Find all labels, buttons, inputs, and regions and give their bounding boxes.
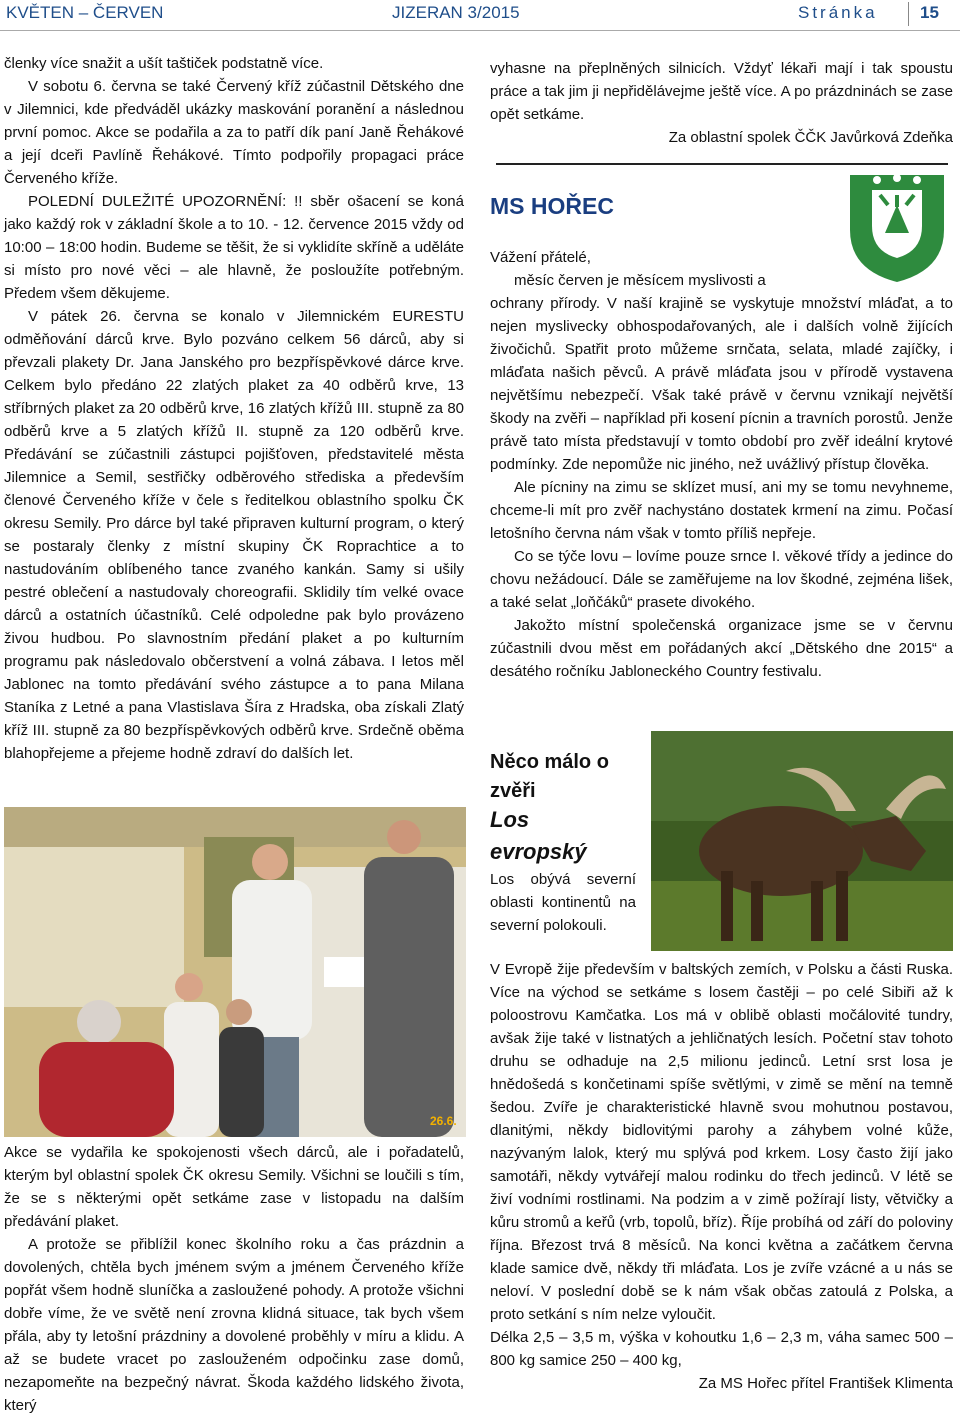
- paragraph: POLEDNÍ DULEŽITÉ UPOZORNĚNÍ: !! sběr ošacení se koná jako každý rok v základní škole a to 10. - 12. července 2015 vždy od 10:00 – 18:00 hodin. Budeme se těšit, že si vyklidíte skříně a uděláte si místo pro nové věci – ale hlavně, že posloužíte potřebným. Předem všem děkujeme.: [4, 193, 464, 302]
- header-publication: JIZERAN 3/2015: [392, 3, 520, 22]
- right-column-top: [490, 57, 953, 149]
- paragraph: měsíc červen je měsícem myslivosti a: [514, 272, 766, 289]
- header-rule: [0, 30, 960, 31]
- signature: Za oblastní spolek ČČK Javůrková Zdeňka: [668, 129, 953, 146]
- header-issue-months: KVĚTEN – ČERVEN: [6, 3, 164, 22]
- paragraph: ochrany přírody. V naší krajině se vyskytuje množství mláďat, a to nejen myslivecky obhospodařovaných, ale i dalších volně žijících živočichů. Spatřit proto můžeme srnčata, selata, mladé zajíčky, i mláďata našich pěvců. A právě mláďata jsou v přírodě vystavena největšímu nebezpečí. Však také právě v červnu vznikají největší škody na zvěři – například při kosení pícnin a travních porostů. Jenže právě tato místa představují v tomto období pro zvěř ideální krytové podmínky. Zde nepomůže nic jiného, než uvážlivý přístup člověka.: [490, 295, 953, 473]
- right-column-hunting: [490, 246, 953, 683]
- article-title: Los evropský: [490, 807, 587, 864]
- paragraph: Délka 2,5 – 3,5 m, výška v kohoutku 1,6 – 2,3 m, váha samec 500 – 800 kg samice 250 – 400 kg,: [490, 1329, 953, 1369]
- paragraph: Akce se vydařila ke spokojenosti všech dárců, ale i pořadatelů, kterým byl oblastní spolek ČK okresu Semily. Všichni se loučili s tím, že se s některými opět setkáme zase v listopadu na dalším předávání plaket.: [4, 1144, 464, 1230]
- paragraph: Ale pícniny na zimu se sklízet musí, ani my se tomu nevyhneme, chceme-li mít pro zvěř nachystáno dostatek krmení na zimu. Počasí letošního června nám však v tomto příliš nepřeje.: [490, 479, 953, 542]
- section-title: MS HOŘEC: [490, 193, 614, 219]
- signature: Za MS Hořec přítel František Klimenta: [698, 1375, 953, 1392]
- page-header: [0, 0, 960, 30]
- left-column-continued: [4, 1141, 464, 1417]
- paragraph: V sobotu 6. června se také Červený kříž zúčastnil Dětského dne v Jilemnici, kde předváděl ukázky maskování poranění a následnou první pomoc. Akce se podařila a za to patří dík paní Janě Řehákové a její dceři Pavlíně Řehákové. Tímto podpořily propagaci práce Červeného kříže.: [4, 78, 464, 187]
- photo-date-stamp: 26.6.: [430, 1114, 457, 1128]
- right-column-moose: [490, 958, 953, 1395]
- paragraph: A protože se přiblížil konec školního roku a čas prázdnin a dovolených, chtěla bych jménem svým a jménem Červeného kříže popřát všem hodně sluníčka a zasloužené pohody. A protože všichni dobře víme, že ve světě není zrovna klidná situace, tak bych všem přála, aby ty letošní prázdniny a dovolené proběhly v míru a klidu. A až se budete vracet po zaslouženém odpočinku zase domů, nezapomeňte na bezpečný návrat. Škoda každého lidského života, který: [4, 1236, 464, 1414]
- paragraph: Jakožto místní společenská organizace jsme se v červnu zúčastnili dvou měst em pořádaných akcí „Dětského dne 2015“ a desátého ročníku Jabloneckého Country festivalu.: [490, 617, 953, 680]
- paragraph: vyhasne na přeplněných silnicích. Vždyť lékaři mají i tak spoustu práce a tak jim ji nepřidělávejme ještě více. A po prázdninách se zase opět setkáme.: [490, 60, 953, 123]
- paragraph: Los obývá severní oblasti kontinentů na severní polokouli.: [490, 871, 636, 934]
- greeting: Vážení přátelé,: [490, 249, 591, 266]
- paragraph: V pátek 26. června se konalo v Jilemnickém EURESTU odměňování dárců krve. Bylo pozváno celkem 56 dárců, aby si převzali plakety Dr. Jana Janského pro bezpříspěvkové dárce krve. Celkem bylo předáno 22 zlatých plaket za 40 odběrů krve, 13 stříbrných plaket za 20 odběrů krve, 16 zlatých křížů III. stupně za 80 odběrů krve a 5 zlatých křížů II. stupně za 120 odběrů krve. Předávání se zúčastnili zástupci pojišťoven, představitelé města Jilemnice a Semil, sestřičky odběrového střediska a především členové Červeného kříže v čele s ředitelkou oblastního spolku ČK okresu Semily. Pro dárce byl také připraven kulturní program, o který se postaraly členky z místní skupiny ČK Roprachtice a to nastudováním oblíbeného tance zvaného kankán. Samy si ušily pestré oblečení a nastudovaly choreografii. Sklidily tím velké ovace dárců a ostatních účastníků. Celé odpoledne pak bylo provázeno živou hudbou. Po slavnostním předání plaket a po kulturním programu pak následovalo občerstvení a volná zábava. I letos měl Jablonec na tomto předávání svého zástupce a to pana Milana Staníka z Letné a pana Vlastislava Šíra z Hradska, oba získali Zlatý kříž III. stupně za 80 bezpříspěvkových odběrů krve. Srdečně oběma blahopřejeme a přejeme hodně zdraví do dalších let.: [4, 308, 464, 762]
- header-page-label: Stránka: [798, 3, 878, 22]
- article-subtitle: Něco málo o zvěři: [490, 751, 609, 802]
- paragraph: Co se týče lovu – lovíme pouze srnce I. věkové třídy a jedince do chovu nežádoucí. Dále se zaměřujeme na lov škodné, zejména lišek, a také selat „loňčáků“ prasete divokého.: [490, 548, 953, 611]
- moose-photo: [651, 731, 953, 951]
- page-number: 15: [920, 3, 939, 22]
- paragraph: V Evropě žije především v baltských zemích, v Polsku a části Ruska. Více na východ se setkáme s losem častěji – po celé Sibiři až k poloostrovu Kamčatka. Los má v oblibě oblasti močálovité tundry, avšak žije také v listnatých a jehličnatých lesích. Početní stav tohoto druhu se odhaduje na 2,5 milionu jedinců. Letní srst losa je hnědošedá s končetinami spíše světlými, v zimě se mění na temně šedou. Zvíře je charakteristické hlavně svou mohutnou postavou, dlanitými, někdy bidlovitými parohy a záhybem volné kůže, nazývaným lalok, který mu splývá pod krkem. Losy často žijí jako samotáři, někdy vytvářejí malou rodinku do třech jedinců. V létě se živí vodními rostlinami. Na podzim a v zimě požírají listy, větvičky a kůru stromů a keřů (vrb, topolů, bříz). Říje probíhá od září do poloviny října. Březost trvá 8 měsíců. Na konci května a začátkem června klade samice dvě, někdy tři mláďata. Los je zvíře vzácné a u nás se neloví. V poslední době se k nám však občas zatoulá z Polska, a proto setkání s ním nelze vyloučit.: [490, 961, 953, 1323]
- paragraph: členky více snažit a ušít taštiček podstatně více.: [4, 55, 324, 72]
- left-column: [4, 52, 464, 765]
- header-divider: [908, 2, 909, 26]
- blood-donor-award-photo: [4, 807, 466, 1137]
